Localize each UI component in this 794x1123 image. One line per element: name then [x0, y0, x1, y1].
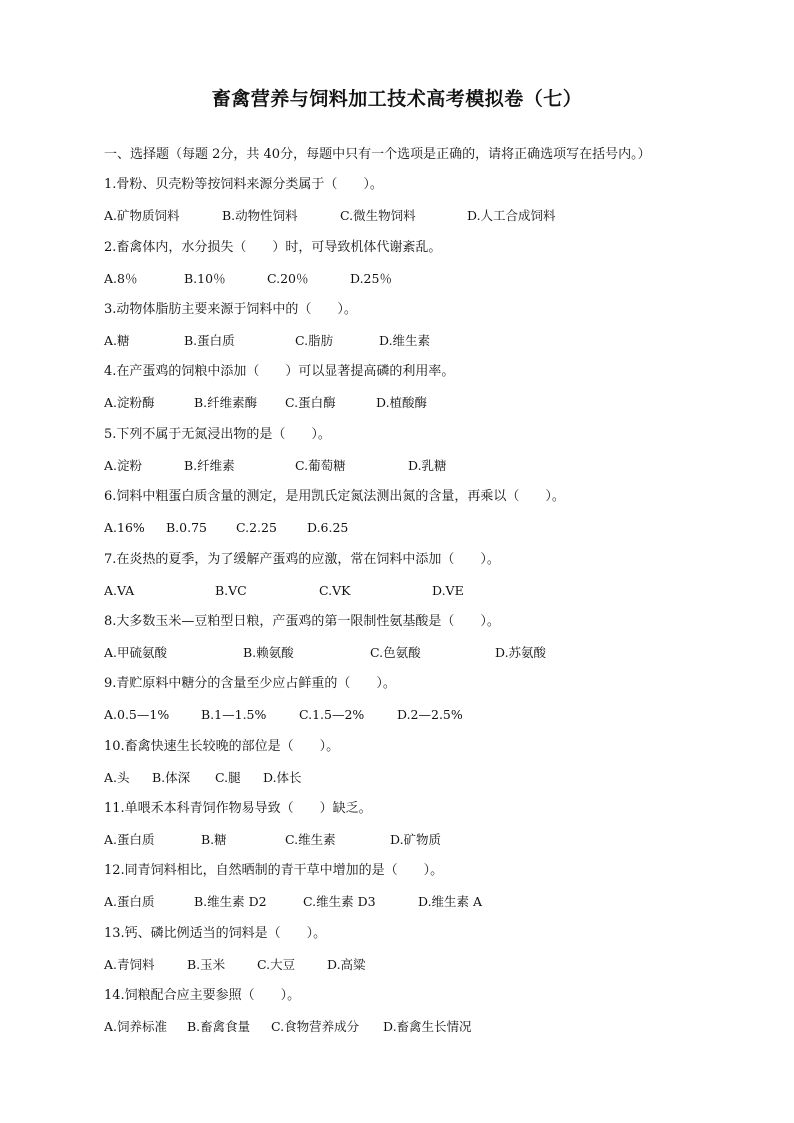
answer-option: C.维生素: [285, 832, 336, 847]
answer-option: C.色氨酸: [370, 645, 421, 660]
question-text: 4.在产蛋鸡的饲粮中添加（ ）可以显著提高磷的利用率。: [104, 364, 455, 379]
answer-option: D.25％: [350, 271, 392, 286]
answer-option: C.20％: [267, 271, 309, 286]
answer-option: C.维生素 D3: [303, 894, 376, 909]
page-title: 畜禽营养与饲料加工技术高考模拟卷（七）: [211, 88, 583, 110]
answer-option: C.大豆: [257, 957, 296, 972]
section-heading: 一、选择题（每题 2分，共 40分，每题中只有一个选项是正确的，请将正确选项写在括号内。）: [104, 147, 651, 162]
answer-option: D.乳糖: [408, 458, 447, 473]
answer-option: C.脂肪: [295, 333, 334, 348]
question-text: 5.下列不属于无氮浸出物的是（ ）。: [104, 427, 331, 442]
answer-option: B.维生素 D2: [194, 894, 267, 909]
answer-option: B.体深: [152, 770, 191, 785]
answer-option: D.体长: [263, 770, 302, 785]
answer-option: D.高粱: [327, 957, 366, 972]
answer-option: B.畜禽食量: [187, 1019, 251, 1034]
answer-option: A.VA: [104, 583, 135, 598]
question-text: 11.单喂禾本科青饲作物易导致（ ）缺乏。: [104, 801, 372, 816]
question-text: 8.大多数玉米—豆粕型日粮，产蛋鸡的第一限制性氨基酸是（ ）。: [104, 614, 500, 629]
answer-option: C.VK: [319, 583, 351, 598]
question-text: 10.畜禽快速生长较晚的部位是（ ）。: [104, 739, 340, 754]
answer-option: D.维生素 A: [418, 894, 483, 909]
answer-option: B.玉米: [187, 957, 226, 972]
question-text: 1.骨粉、贝壳粉等按饲料来源分类属于（ ）。: [104, 177, 383, 192]
answer-option: B.纤维素酶: [194, 395, 258, 410]
question-text: 7.在炎热的夏季，为了缓解产蛋鸡的应激，常在饲料中添加（ ）。: [104, 552, 500, 567]
question-text: 14.饲粮配合应主要参照（ ）。: [104, 988, 301, 1003]
answer-option: A.饲养标准: [104, 1019, 168, 1034]
question-text: 12.同青饲料相比，自然晒制的青干草中增加的是（ ）。: [104, 863, 444, 878]
question-text: 13.钙、磷比例适当的饲料是（ ）。: [104, 926, 327, 941]
answer-option: A.青饲料: [104, 957, 155, 972]
answer-option: D.人工合成饲料: [467, 208, 556, 223]
answer-option: C.2.25: [236, 520, 277, 535]
answer-option: A.甲硫氨酸: [104, 645, 168, 660]
answer-option: D.维生素: [379, 333, 431, 348]
answer-option: C.葡萄糖: [295, 458, 346, 473]
answer-option: A.糖: [104, 333, 130, 348]
answer-option: A.0.5—1%: [104, 707, 170, 722]
answer-option: D.植酸酶: [376, 395, 428, 410]
answer-option: B.纤维素: [184, 458, 235, 473]
answer-option: A.淀粉: [104, 458, 143, 473]
answer-option: D.矿物质: [390, 832, 442, 847]
answer-option: D.畜禽生长情况: [383, 1019, 472, 1034]
answer-option: B.VC: [215, 583, 247, 598]
answer-option: A.8％: [104, 271, 138, 286]
answer-option: C.微生物饲料: [340, 208, 416, 223]
answer-option: C.1.5—2%: [299, 707, 365, 722]
question-text: 9.青贮原料中糖分的含量至少应占鲜重的（ ）。: [104, 676, 396, 691]
answer-option: A.矿物质饲料: [104, 208, 180, 223]
question-text: 6.饲料中粗蛋白质含量的测定，是用凯氏定氮法测出氮的含量，再乘以（ ）。: [104, 489, 565, 504]
question-text: 3.动物体脂肪主要来源于饲料中的（ ）。: [104, 302, 357, 317]
answer-option: D.6.25: [307, 520, 349, 535]
answer-option: A.16%: [104, 520, 145, 535]
answer-option: B.动物性饲料: [222, 208, 298, 223]
answer-option: D.苏氨酸: [495, 645, 547, 660]
answer-option: C.腿: [215, 770, 241, 785]
answer-option: A.头: [104, 770, 130, 785]
question-text: 2.畜禽体内，水分损失（ ）时，可导致机体代谢紊乱。: [104, 240, 442, 255]
answer-option: B.糖: [201, 832, 227, 847]
answer-option: B.0.75: [166, 520, 207, 535]
answer-option: B.蛋白质: [184, 333, 235, 348]
answer-option: B.10％: [184, 271, 226, 286]
answer-option: C.蛋白酶: [285, 395, 336, 410]
answer-option: A.蛋白质: [104, 894, 155, 909]
answer-option: B.1—1.5%: [201, 707, 267, 722]
answer-option: D.2—2.5%: [397, 707, 463, 722]
answer-option: A.蛋白质: [104, 832, 155, 847]
answer-option: D.VE: [432, 583, 464, 598]
answer-option: B.赖氨酸: [243, 645, 294, 660]
answer-option: A.淀粉酶: [104, 395, 155, 410]
answer-option: C.食物营养成分: [271, 1019, 360, 1034]
